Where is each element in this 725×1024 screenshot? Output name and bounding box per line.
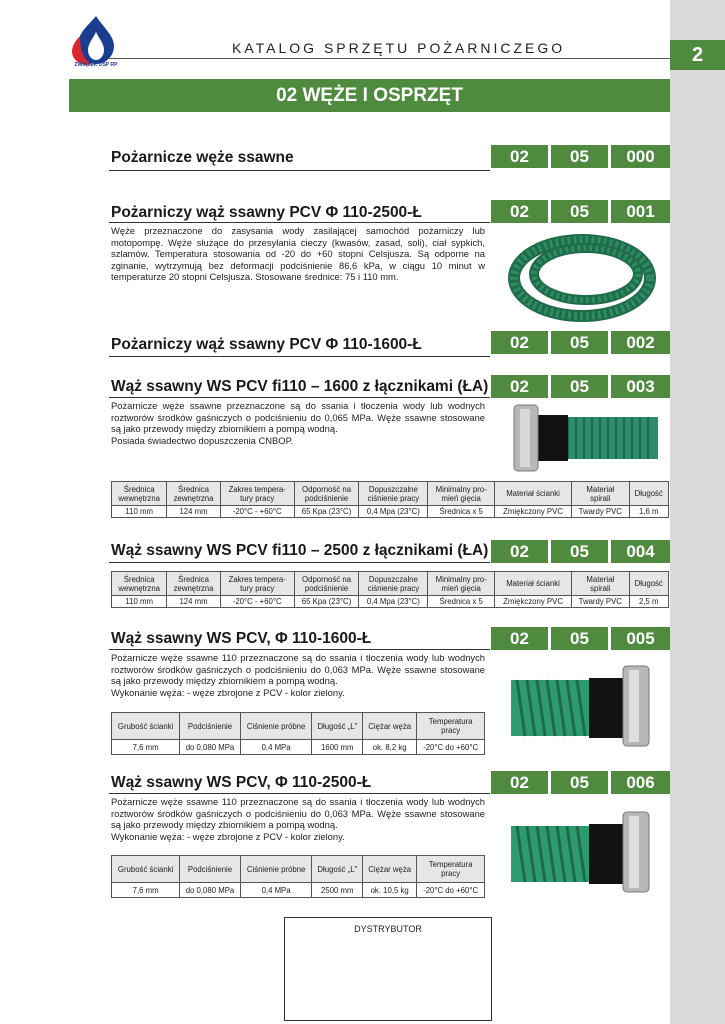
section-underline <box>109 562 490 563</box>
table-row <box>112 506 669 518</box>
code-group: 02 <box>491 145 548 168</box>
col-header: Długość <box>629 482 669 506</box>
table-row <box>112 740 485 755</box>
col-header: Ciężar węża <box>363 713 417 740</box>
table-cell: 0,4 MPa <box>240 883 312 898</box>
section-underline <box>109 222 490 223</box>
code-subgroup: 05 <box>551 331 608 354</box>
section-title: Pożarniczy wąż ssawny PCV Φ 110-2500-Ł <box>111 204 422 221</box>
code-subgroup: 05 <box>551 771 608 794</box>
table-cell: Zmiękczony PVC <box>495 596 572 608</box>
table-cell: do 0,080 MPa <box>180 740 240 755</box>
sidebar-strip <box>670 0 725 1024</box>
section-title: Pożarniczy wąż ssawny PCV Φ 110-1600-Ł <box>111 336 422 353</box>
table-cell: Średnica x 5 <box>428 596 495 608</box>
spec-table-004 <box>111 571 669 608</box>
product-description: Węże przeznaczone do zasysania wody zasilającej samochód pożarniczy lub motopompę. Węże służące do przesyłania cieczy (kwasów, zasad, soli), ciał sypkich, szlamów. Temperatura stosowania od -20 do +60 stopni Celsjusza. Są odporne na zginanie, wytrzymują bez deformacji podciśnienie 86,6 kPa, w ciągu 10 minut w temperaturze 20 stopni Celsjusza. Stosowane średnice: 75 i 110 mm. <box>111 225 485 283</box>
table-cell: 7,6 mm <box>112 740 180 755</box>
construction-note: Wykonanie węża: - węże zbrojone z PCV - kolor zielony. <box>111 686 345 698</box>
code-item: 004 <box>611 540 670 563</box>
section-title: Wąż ssawny WS PCV, Φ 110-1600-Ł <box>111 630 372 647</box>
section-underline <box>109 356 490 357</box>
table-cell: do 0,080 MPa <box>180 883 240 898</box>
code-item: 002 <box>611 331 670 354</box>
code-group: 02 <box>491 375 548 398</box>
table-cell: -20°C - +60°C <box>220 506 294 518</box>
description-text: Pożarnicze węże ssawne 110 przeznaczone są do ssania i tłoczenia wody lub wodnych roztworów środków gaśniczych o podciśnieniu do 0,063 MPa. Węże ssawne stosowane są jako przewody między zbiornikiem a pompą wodną. <box>111 652 485 687</box>
hose-with-coupling-image <box>511 804 657 896</box>
catalog-title: KATALOG SPRZĘTU POŻARNICZEGO <box>232 40 566 56</box>
section-underline <box>109 793 490 794</box>
table-cell: 0,4 Mpa (23°C) <box>359 506 428 518</box>
col-header: Odporność na podciśnienie <box>294 572 359 596</box>
table-cell: 124 mm <box>167 506 220 518</box>
product-description <box>111 796 485 842</box>
product-description <box>111 400 485 446</box>
col-header: Podciśnienie <box>180 713 240 740</box>
code-group: 02 <box>491 331 548 354</box>
section-title: Wąż ssawny WS PCV, Φ 110-2500-Ł <box>111 774 372 791</box>
col-header: Materiał spirali <box>572 482 629 506</box>
section-title: Pożarnicze węże ssawne <box>111 149 294 166</box>
col-header: Podciśnienie <box>180 856 240 883</box>
table-cell: -20°C - +60°C <box>220 596 294 608</box>
table-header-row <box>112 856 485 883</box>
table-header-row <box>112 572 669 596</box>
distributor-box <box>284 917 492 1021</box>
table-cell: 65 Kpa (23°C) <box>294 506 359 518</box>
col-header: Długość „L” <box>312 856 363 883</box>
col-header: Ciężar węża <box>363 856 417 883</box>
col-header: Średnica wewnętrzna <box>112 572 167 596</box>
table-cell: 110 mm <box>112 506 167 518</box>
col-header: Zakres tempera- tury pracy <box>220 482 294 506</box>
table-cell: 0,4 Mpa (23°C) <box>359 596 428 608</box>
section-underline <box>109 649 490 650</box>
code-item: 003 <box>611 375 670 398</box>
col-header: Materiał spirali <box>572 572 629 596</box>
construction-note: Wykonanie węża: - węże zbrojone z PCV - kolor zielony. <box>111 830 345 842</box>
col-header: Ciśnienie próbne <box>240 713 312 740</box>
product-description <box>111 652 485 698</box>
col-header: Dopuszczalne ciśnienie pracy <box>359 482 428 506</box>
table-cell: 1600 mm <box>312 740 363 755</box>
table-cell: -20°C do +60°C <box>417 740 485 755</box>
table-cell: 2500 mm <box>312 883 363 898</box>
hose-with-coupling-image <box>508 403 658 473</box>
table-cell: 65 Kpa (23°C) <box>294 596 359 608</box>
code-group: 02 <box>491 627 548 650</box>
table-row <box>112 596 669 608</box>
code-subgroup: 05 <box>551 200 608 223</box>
code-item: 000 <box>611 145 670 168</box>
col-header: Średnica wewnętrzna <box>112 482 167 506</box>
table-cell: 0,4 MPa <box>240 740 312 755</box>
table-cell: Twardy PVC <box>572 596 629 608</box>
certificate-note: Posiada świadectwo dopuszczenia CNBOP. <box>111 434 294 446</box>
spec-table-005 <box>111 712 485 755</box>
code-group: 02 <box>491 200 548 223</box>
table-header-row <box>112 713 485 740</box>
table-cell: Twardy PVC <box>572 506 629 518</box>
col-header: Minimalny pro- mień gięcia <box>428 572 495 596</box>
logo-caption: ZWIĄZEK OSP RP <box>74 62 118 68</box>
code-subgroup: 05 <box>551 627 608 650</box>
col-header: Materiał ścianki <box>495 572 572 596</box>
section-underline <box>109 397 490 398</box>
table-cell: 124 mm <box>167 596 220 608</box>
col-header: Odporność na podciśnienie <box>294 482 359 506</box>
col-header: Temperatura pracy <box>417 856 485 883</box>
table-cell: -20°C do +60°C <box>417 883 485 898</box>
section-title: Wąż ssawny WS PCV fi110 – 2500 z łącznikami (ŁA) <box>111 542 489 559</box>
code-group: 02 <box>491 771 548 794</box>
code-item: 005 <box>611 627 670 650</box>
coiled-hose-image <box>506 228 658 324</box>
col-header: Grubość ścianki <box>112 713 180 740</box>
section-title: Wąż ssawny WS PCV fi110 – 1600 z łącznikami (ŁA) <box>111 378 489 395</box>
table-header-row <box>112 482 669 506</box>
col-header: Średnica zewnętrzna <box>167 572 220 596</box>
col-header: Materiał ścianki <box>495 482 572 506</box>
code-item: 006 <box>611 771 670 794</box>
header-divider <box>108 58 670 59</box>
table-cell: Zmiękczony PVC <box>495 506 572 518</box>
chapter-banner: 02 WĘŻE I OSPRZĘT <box>69 79 670 112</box>
col-header: Ciśnienie próbne <box>240 856 312 883</box>
table-cell: 110 mm <box>112 596 167 608</box>
description-text: Pożarnicze węże ssawne przeznaczone są do ssania i tłoczenia wody lub wodnych roztworów środków gaśniczych o podciśnieniu do 0,065 MPa. Węże ssawne stosowane są jako przewody między zbiornikiem a pompą wodną. <box>111 400 485 435</box>
table-cell: 1,6 m <box>629 506 669 518</box>
col-header: Zakres tempera- tury pracy <box>220 572 294 596</box>
col-header: Długość <box>629 572 669 596</box>
col-header: Grubość ścianki <box>112 856 180 883</box>
table-cell: 2,5 m <box>629 596 669 608</box>
code-item: 001 <box>611 200 670 223</box>
spec-table-003 <box>111 481 669 518</box>
col-header: Temperatura pracy <box>417 713 485 740</box>
code-subgroup: 05 <box>551 145 608 168</box>
table-row <box>112 883 485 898</box>
distributor-label: DYSTRYBUTOR <box>354 924 422 934</box>
spec-table-006 <box>111 855 485 898</box>
col-header: Długość „L” <box>312 713 363 740</box>
code-group: 02 <box>491 540 548 563</box>
table-cell: ok. 10,5 kg <box>363 883 417 898</box>
col-header: Dopuszczalne ciśnienie pracy <box>359 572 428 596</box>
page-number: 2 <box>670 40 725 70</box>
section-underline <box>109 170 490 171</box>
table-cell: ok. 8,2 kg <box>363 740 417 755</box>
code-subgroup: 05 <box>551 375 608 398</box>
hose-with-coupling-image <box>511 660 657 750</box>
description-text: Pożarnicze węże ssawne 110 przeznaczone są do ssania i tłoczenia wody lub wodnych roztworów środków gaśniczych o podciśnieniu do 0,063 MPa. Węże ssawne stosowane są jako przewody między zbiornikiem a pompą wodną. <box>111 796 485 831</box>
col-header: Minimalny pro- mień gięcia <box>428 482 495 506</box>
table-cell: Średnica x 5 <box>428 506 495 518</box>
table-cell: 7,6 mm <box>112 883 180 898</box>
col-header: Średnica zewnętrzna <box>167 482 220 506</box>
code-subgroup: 05 <box>551 540 608 563</box>
